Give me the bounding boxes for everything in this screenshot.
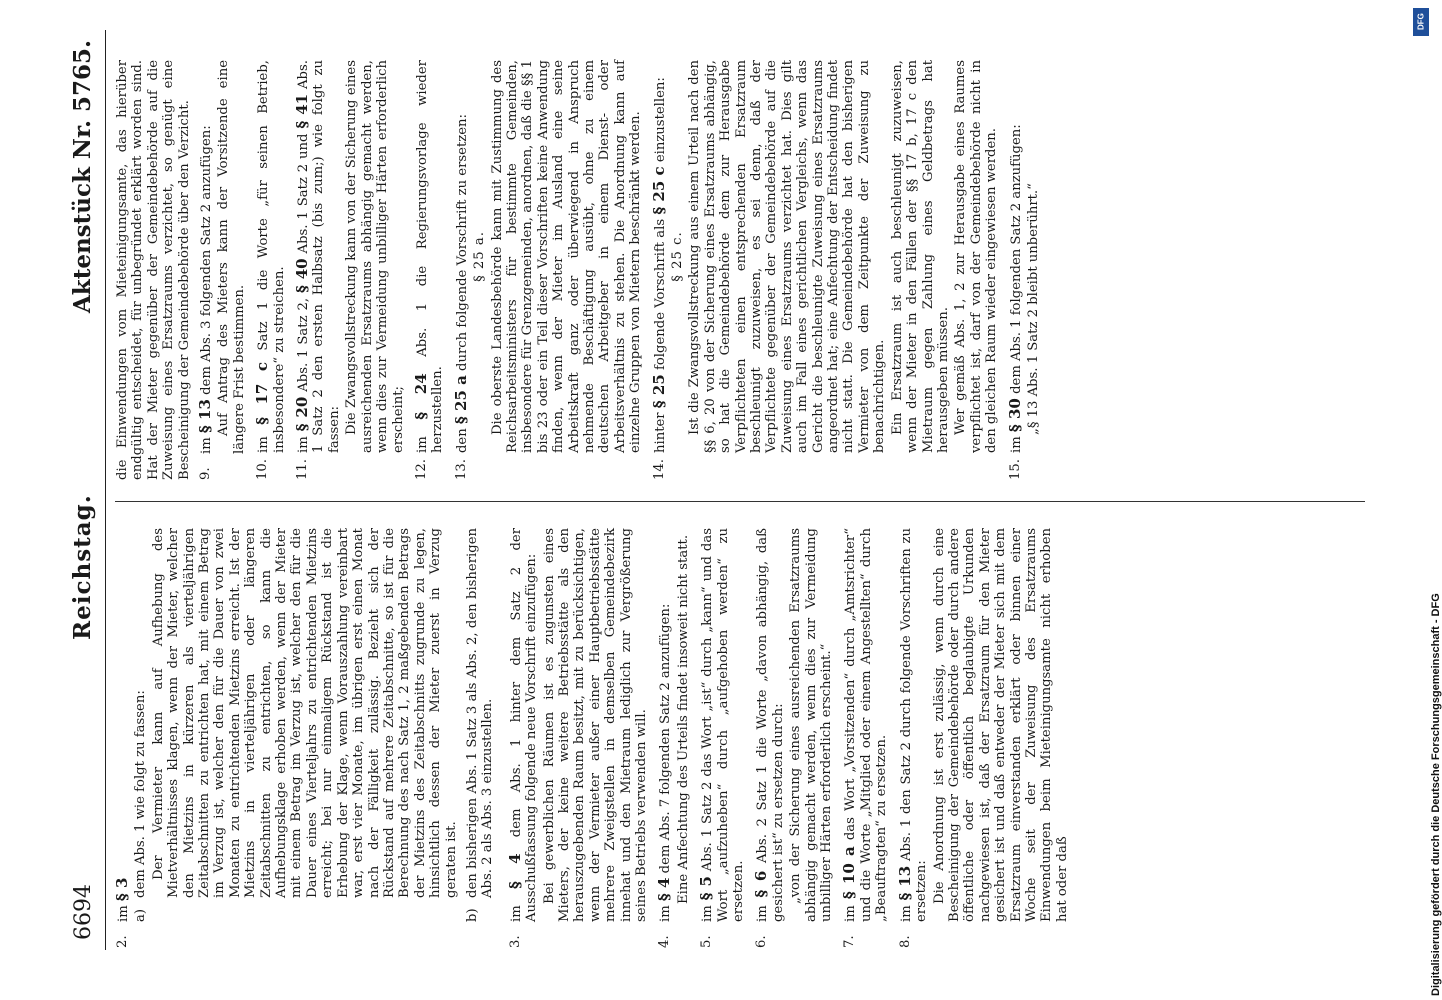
item-3: 3. im § 4 dem Abs. 1 hinter dem Satz 2 der Ausschußfassung folgende neue Vorschrift einzufügen: Bei gewerblichen Räumen ist es zugunsten eines Mieters, der keine weitere Betriebsstätte als den herauszugebenden Raum besitzt, mit zu berücksichtigen, wenn der Vermieter außer einer Hauptbetriebsstätte mehrere Zweigstellen in demselben Gemeindebezirk innehat und den Mietraum lediglich zur Vergrößerung seines Betriebs verwenden will.	[505, 528, 649, 948]
item-14: 14. hinter § 25 folgende Vorschrift als § 25 c einzustellen: § 25 c. Ist die Zwangsvollstreckung aus einem Urteil nach den §§ 6, 20 von der Sicherung eines Ersatzraums abhängig, so hat die Gemeindebehörde dem zur Herausgabe Verpflichteten einen entsprechenden Ersatzraum beschleunigt zuzuweisen, es sei denn, daß der Verpflichtete gegenüber der Gemeindebehörde auf die Zuweisung eines Ersatzraums verzichtet hat. Dies gilt auch im Fall eines gerichtlichen Vergleichs, wenn das Gericht die beschleunigte Zuweisung eines Ersatzraums angeordnet hat; eine Anfechtung der Entscheidung findet nicht statt. Die Gemeindebehörde hat den bisherigen Vermieter von dem Zeitpunkte der Zuweisung zu benachrichtigen. Ein Ersatzraum ist auch beschleunigt zuzuweisen, wenn der Mieter in den Fällen der §§ 17 b, 17 c den Mietraum gegen Zahlung eines Geldbetrags hat herausgeben müssen. Wer gemäß Abs. 1, 2 zur Herausgabe eines Raumes verpflichtet ist, darf von der Gemeindebehörde nicht in den gleichen Raum wieder eingewiesen werden.	[649, 60, 1000, 480]
item-4: 4. im § 4 dem Abs. 7 folgenden Satz 2 anzufügen: Eine Anfechtung des Urteils findet insoweit nicht statt.	[657, 528, 693, 948]
item-6: 6. im § 6 Abs. 2 Satz 1 die Worte „davon abhängig, daß gesichert ist“ zu ersetzen durch: „von der Sicherung eines ausreichenden Ersatzraums abhängig gemacht werden, wenn dies zur Vermeidung unbilliger Härten erforderlich erscheint.“	[752, 528, 835, 948]
item-7: 7. im § 10 a das Wort „Vorsitzenden“ durch „Amtsrichter“ und die Worte „Mitglied oder einem Angestellten“ durch „Beauftragten“ zu ersetzen.	[840, 528, 890, 948]
item-11: 11. im § 20 Abs. 1 Satz 2, § 40 Abs. 1 Satz 2 und § 41 Abs. 1 Satz 2 den ersten Halbsatz (bis zum;) wie folgt zu fassen: Die Zwangsvollstreckung kann von der Sicherung eines ausreichenden Ersatzraums abhängig gemacht werden, wenn dies zur Vermeidung unbilliger Härten erforderlich erscheint;	[293, 60, 406, 480]
section-heading: § 25 a.	[472, 231, 488, 282]
page-number: 6694	[71, 884, 96, 940]
rotated-page	[65, 30, 1395, 970]
left-column	[115, 528, 1078, 948]
dfg-logo: DFG	[1413, 8, 1429, 36]
section-heading: § 25 c.	[670, 231, 685, 282]
funding-credit: Digitalisierung gefördert durch die Deutsche Forschungsgemeinschaft - DFG	[1430, 593, 1442, 996]
page-title: Reichstag.	[69, 494, 96, 640]
item-12: 12. im § 24 Abs. 1 die Regierungsvorlage wieder herzustellen.	[411, 60, 446, 480]
item-9: 9. im § 13 dem Abs. 3 folgenden Satz 2 anzufügen: Auf Antrag des Mieters kann der Vorsitzende eine längere Frist bestimmen.	[196, 60, 247, 480]
item-8: 8. im § 13 Abs. 1 den Satz 2 durch folgende Vorschriften zu ersetzen: Die Anordnung ist erst zulässig, wenn durch eine Bescheinigung der Gemeindebehörde oder durch andere öffentliche oder öffentlich beglaubigte Urkunden nachgewiesen ist, daß der Ersatzraum für den Mieter gesichert ist und daß entweder der Mieter sich mit dem Ersatzraum einverstanden erklärt oder binnen einer Woche seit der Zuweisung des Ersatzraums Einwendungen beim Mieteinigungsamte nicht erhoben hat oder daß	[895, 528, 1070, 948]
section-ref: § 3	[113, 877, 131, 902]
continued-text: die Einwendungen vom Mieteinigungsamte, das hierüber endgültig entscheidet, für unbegründet erklärt worden sind. Hat der Mieter gegenüber der Gemeindebehörde auf die Zuweisung eines Ersatzraums verzichtet, so genügt eine Bescheinigung der Gemeindebehörde über den Verzicht.	[115, 60, 192, 480]
quoted-provision: Eine Anfechtung des Urteils findet insoweit nicht statt.	[675, 534, 691, 904]
quoted-provision: Die Anordnung ist erst zulässig, wenn durch eine Bescheinigung der Gemeindebehörde oder durch andere öffentliche oder öffentlich beglaubigte Urkunden nachgewiesen ist, daß der Ersatzraum für den Mieter gesichert ist und daß entweder der Mieter sich mit dem Ersatzraum einverstanden erklärt oder binnen einer Woche seit der Zuweisung des Ersatzraums Einwendungen beim Mieteinigungsamte nicht erhoben hat oder daß	[931, 528, 1070, 922]
page-header	[65, 30, 101, 970]
header-rule	[105, 30, 106, 950]
item-2: 2. im § 3 a) dem Abs. 1 wie folgt zu fassen: Der Vermieter kann auf Aufhebung des Mietverhältnisses klagen, wenn der Mieter, welcher den Mietzins in kürzeren als vierteljährigen Zeitabschnitten zu entrichten hat, mit einem Betrag im Verzug ist, welcher den für die Dauer von zwei Monaten zu entrichtenden Mietzins erreicht. Ist der Mietzins in vierteljährigen oder längeren Zeitabschnitten zu entrichten, so kann die Aufhebungsklage erhoben werden, wenn der Mieter mit einem Betrag im Verzug ist, welcher den für die Dauer eines Vierteljahrs zu entrichtenden Mietzins erreicht; bei nur einmaligem Rückstand ist die Erhebung der Klage, wenn Vorauszahlung vereinbart war, erst vier Monate, im übrigen erst einen Monat nach der Fälligkeit zulässig. Bezieht sich der Rückstand auf mehrere Zeitabschnitte, so ist für die Berechnung des nach Satz 1, 2 maßgebenden Betrags der Mietzins des Zeitabschnitts zugrunde zu legen, hinsichtlich dessen der Mieter zuerst in Verzug geraten ist. b) den bisherigen Abs. 1 Satz 3 als Abs. 2, den bisherigen Abs. 2 als Abs. 3 einzustellen.	[115, 528, 502, 948]
column-divider	[115, 501, 1365, 502]
item-13: 13. den § 25 a durch folgende Vorschrift zu ersetzen: § 25 a. Die oberste Landesbehörde kann mit Zustimmung des Reichsarbeitsministers für bestimmte Gemeinden, insbesondere für Grenzgemeinden, anordnen, daß die §§ 1 bis 23 oder ein Teil dieser Vorschriften keine Anwendung finden, wenn der Mieter im Ausland eine seine Arbeitskraft ganz oder überwiegend in Anspruch nehmende Beschäftigung ausübt, ohne zu einem deutschen Arbeitgeber in einem Dienst- oder Arbeitsverhältnis zu stehen. Die Anordnung kann auf einzelne Gruppen von Mietern beschränkt werden.	[451, 60, 644, 480]
quoted-provision: „von der Sicherung eines ausreichenden Ersatzraums abhängig gemacht werden, wenn dies zur Vermeidung unbilliger Härten erforderlich erscheint.“	[788, 528, 835, 922]
quoted-provision: Bei gewerblichen Räumen ist es zugunsten eines Mieters, der keine weitere Betriebsstätte als den herauszugebenden Raum besitzt, mit zu berücksichtigen, wenn der Vermieter außer einer Hauptbetriebsstätte mehrere Zweigstellen in demselben Gemeindebezirk innehat und den Mietraum lediglich zur Vergrößerung seines Betriebs verwenden will.	[541, 528, 649, 922]
item-2b: b) den bisherigen Abs. 1 Satz 3 als Abs. 2, den bisherigen Abs. 2 als Abs. 3 einzustellen.	[464, 528, 496, 922]
quoted-provision: Der Vermieter kann auf Aufhebung des Mietverhältnisses klagen, wenn der Mieter, welcher den Mietzins in kürzeren als vierteljährigen Zeitabschnitten zu entrichten hat, mit einem Betrag im Verzug ist, welcher den für die Dauer von zwei Monaten zu entrichtenden Mietzins erreicht. Ist der Mietzins in vierteljährigen oder längeren Zeitabschnitten zu entrichten, so kann die Aufhebungsklage erhoben werden, wenn der Mieter mit einem Betrag im Verzug ist, welcher den für die Dauer eines Vierteljahrs zu entrichtenden Mietzins erreicht; bei nur einmaligem Rückstand ist die Erhebung der Klage, wenn Vorauszahlung vereinbart war, erst vier Monate, im übrigen erst einen Monat nach der Fälligkeit zulässig. Bezieht sich der Rückstand auf mehrere Zeitabschnitte, so ist für die Berechnung des nach Satz 1, 2 maßgebenden Betrags der Mietzins des Zeitabschnitts zugrunde zu legen, hinsichtlich dessen der Mieter zuerst in Verzug geraten ist.	[150, 528, 459, 898]
right-column	[115, 60, 1049, 480]
funding-sidebar	[1408, 0, 1442, 1000]
item-10: 10. im § 17 c Satz 1 die Worte „für seinen Betrieb, insbesondere“ zu streichen.	[253, 60, 287, 480]
item-2a: a) dem Abs. 1 wie folgt zu fassen: Der Vermieter kann auf Aufhebung des Mietverhältnisses klagen, wenn der Mieter, welcher den Mietzins in kürzeren als vierteljährigen Zeitabschnitten zu entrichten hat, mit einem Betrag im Verzug ist, welcher den für die Dauer von zwei Monaten zu entrichtenden Mietzins erreicht. Ist der Mietzins in vierteljährigen oder längeren Zeitabschnitten zu entrichten, so kann die Aufhebungsklage erhoben werden, wenn der Mieter mit einem Betrag im Verzug ist, welcher den für die Dauer eines Vierteljahrs zu entrichtenden Mietzins erreicht; bei nur einmaligem Rückstand ist die Erhebung der Klage, wenn Vorauszahlung vereinbart war, erst vier Monate, im übrigen erst einen Monat nach der Fälligkeit zulässig. Bezieht sich der Rückstand auf mehrere Zeitabschnitte, so ist für die Berechnung des nach Satz 1, 2 maßgebenden Betrags der Mietzins des Zeitabschnitts zugrunde zu legen, hinsichtlich dessen der Mieter zuerst in Verzug geraten ist.	[133, 528, 459, 922]
document-number: Aktenstück Nr. 5765.	[69, 40, 96, 314]
item-15: 15. im § 30 dem Abs. 1 folgenden Satz 2 anzufügen: „§ 13 Abs. 1 Satz 2 bleibt unberührt.“	[1005, 124, 1041, 480]
item-5: 5. im § 5 Abs. 1 Satz 2 das Wort „ist“ durch „kann“ und das Wort „aufzuheben“ durch „aufgehoben werden“ zu ersetzen.	[697, 528, 747, 948]
